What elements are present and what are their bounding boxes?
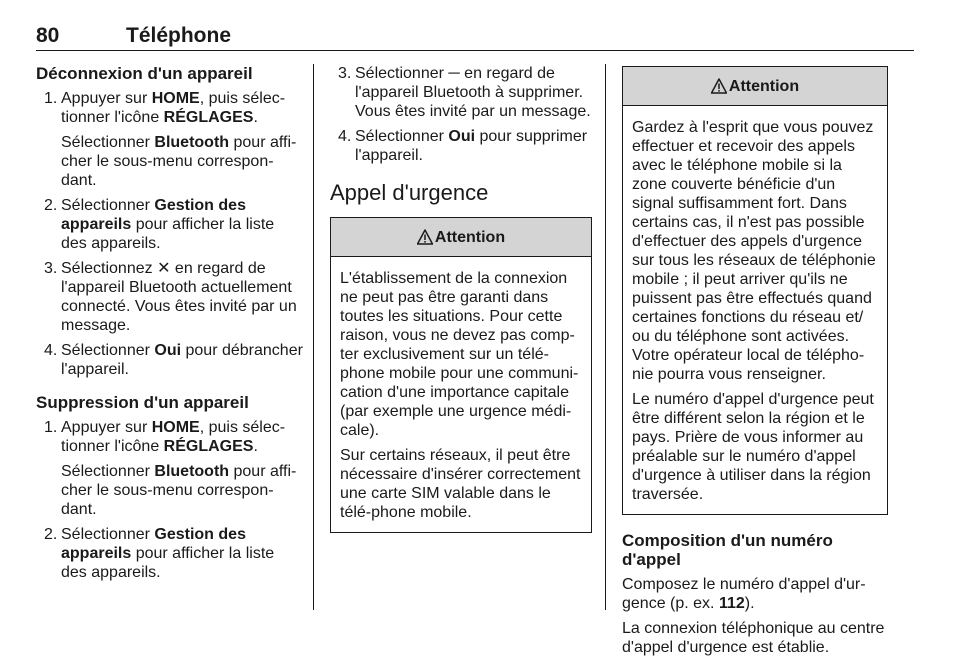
section-heading-delete: Suppression d'un appareil — [36, 393, 249, 412]
delete-steps-continued — [330, 64, 592, 165]
column-middle — [330, 64, 592, 533]
column-divider — [605, 64, 606, 610]
attention-text: Sur certains réseaux, il peut être nécessaire d'insérer correctement une carte SIM valable dans le télé-phone mobile. — [340, 447, 581, 521]
header-rule — [36, 50, 914, 51]
section-heading-emergency: Appel d'urgence — [330, 180, 489, 205]
page-header — [36, 24, 914, 52]
page-number: 80 — [36, 24, 60, 47]
warning-triangle-icon — [417, 229, 433, 245]
dialing-text: La connexion téléphonique au centre d'appel d'urgence est établie. — [622, 620, 885, 656]
column-right — [622, 64, 888, 663]
list-item: 2. Sélectionner Gestion des appareils pour afficher la liste des appareils. — [44, 526, 275, 581]
dialing-text: Composez le numéro d'appel d'ur-gence (p. ex. 112). — [622, 576, 866, 612]
section-heading-disconnect: Déconnexion d'un appareil — [36, 64, 253, 83]
attention-text: Gardez à l'esprit que vous pouvez effectuer et recevoir des appels avec le téléphone mobile si la zone couverte bénéficie d'un signal suffisamment fort. Dans certains cas, il n'est pas possible d'effectuer des appels d'urgence sur tous les réseaux de téléphonie mobile ; il peut arriver qu'ils ne puissent pas être effectués quand certaines fonctions du réseau et/ ou du téléphone sont activées. Votre opérateur local de télépho-nie pourra vous renseigner. — [632, 119, 876, 383]
attention-box — [622, 66, 888, 515]
list-item: 2. Sélectionner Gestion des appareils pour afficher la liste des appareils. — [44, 197, 275, 252]
page-title: Téléphone — [126, 24, 232, 47]
attention-box-body — [331, 257, 591, 532]
attention-box — [330, 217, 592, 533]
delete-steps — [36, 418, 304, 582]
section-heading-dialing: Composition d'un numéro d'appel — [622, 531, 833, 569]
column-divider — [313, 64, 314, 610]
list-item: 4. Sélectionner Oui pour supprimer l'appareil. — [338, 128, 588, 164]
disconnect-steps — [36, 89, 304, 379]
attention-title: Attention — [728, 77, 800, 95]
list-item: 3. Sélectionner ─ en regard de l'appareil Bluetooth à supprimer. Vous êtes invité par un message. — [338, 65, 591, 120]
list-item: 3. Sélectionnez ✕ en regard de l'appareil Bluetooth actuellement connecté. Vous êtes invité par un message. — [44, 260, 297, 334]
attention-box-body — [623, 106, 887, 514]
column-left — [36, 64, 304, 588]
attention-text: Le numéro d'appel d'urgence peut être différent selon la région et le pays. Prière de vous informer au préalable sur le numéro d'appel d'urgence à utiliser dans la région traversée. — [632, 391, 874, 503]
list-item: 1. Appuyer sur HOME, puis sélec-tionner l'icône RÉGLAGES. Sélectionner Bluetooth pour affi-cher le sous-menu correspon-dant. — [44, 419, 297, 518]
attention-box-header — [623, 67, 887, 106]
list-item: 4. Sélectionner Oui pour débrancher l'appareil. — [44, 342, 303, 378]
warning-triangle-icon — [711, 78, 727, 94]
attention-box-header — [331, 218, 591, 257]
attention-text: L'établissement de la connexion ne peut pas être garanti dans toutes les situations. Pour cette raison, vous ne devez pas comp-ter exclusivement sur un télé-phone mobile pour une communi-cation d'une importance capitale (par exemple une urgence médi-cale). — [340, 270, 579, 439]
attention-title: Attention — [434, 228, 506, 246]
list-item: 1. Appuyer sur HOME, puis sélec-tionner l'icône RÉGLAGES. Sélectionner Bluetooth pour affi-cher le sous-menu correspon-dant. — [44, 90, 297, 189]
